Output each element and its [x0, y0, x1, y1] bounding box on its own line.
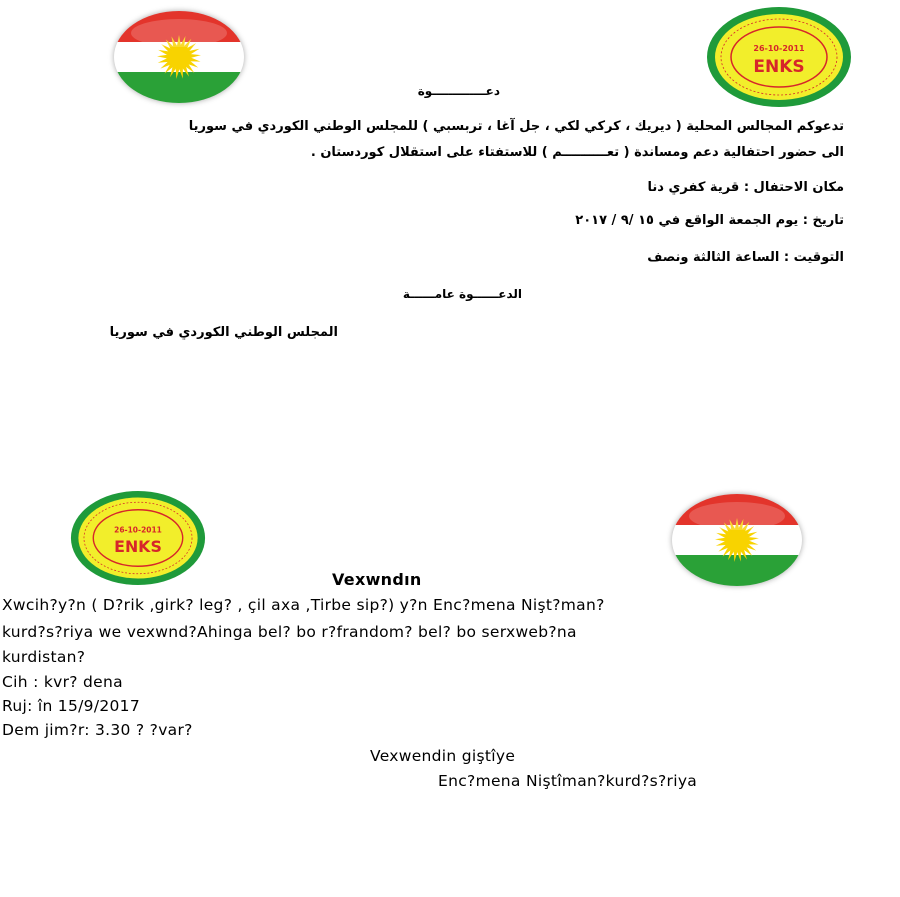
kurdish-place: Cih : kvr? dena	[2, 673, 123, 691]
kurdistan-flag-graphic	[672, 494, 802, 586]
kurdish-title: Vexwndın	[332, 570, 422, 589]
kurdistan-flag-icon-bottom	[672, 494, 802, 586]
arabic-signature: المجلس الوطني الكوردي في سوريا	[109, 325, 338, 340]
seal-date: 26-10-2011	[753, 44, 805, 53]
enks-seal-logo-top	[706, 6, 852, 108]
arabic-place: مكان الاحتفال : قرية كفري دنا	[647, 180, 844, 195]
arabic-body-line-2: الى حضور احتفالية دعم ومساندة ( تعــــــــــم ) للاستفتاء على استقلال كوردستان .	[310, 145, 844, 160]
kurdish-signature: Enc?mena Niştîman?kurd?s?riya	[438, 772, 698, 790]
kurdish-general-invitation: Vexwendin giştîye	[370, 747, 516, 765]
kurdish-body-line-3: kurdistan?	[2, 648, 86, 666]
arabic-time: التوقيت : الساعة الثالثة ونصف	[647, 250, 844, 265]
arabic-date: تاريخ : يوم الجمعة الواقع في ١٥ /٩ / ٢٠١٧	[575, 213, 844, 228]
kurdish-body-line-1: Xwcih?y?n ( D?rik ,girk? leg? , çil axa ,Tirbe sip?) y?n Enc?mena Nişt?man?	[2, 596, 605, 614]
kurdistan-flag-graphic	[114, 11, 244, 103]
enks-seal-logo-bottom	[70, 490, 206, 586]
kurdistan-flag-icon-top	[114, 11, 244, 103]
seal-abbrev: ENKS	[114, 537, 162, 557]
enks-seal-graphic	[706, 6, 852, 108]
seal-date: 26-10-2011	[114, 525, 162, 535]
kurdish-time: Dem jim?r: 3.30 ? ?var?	[2, 721, 193, 739]
arabic-general-invitation: الدعــــــوة عامــــــة	[402, 287, 522, 301]
enks-seal-graphic	[70, 490, 206, 586]
seal-abbrev: ENKS	[753, 57, 805, 77]
arabic-title: دعـــــــــــــوة	[417, 84, 500, 98]
kurdish-body-line-2: kurd?s?riya we vexwnd?Ahinga bel? bo r?frandom? bel? bo serxweb?na	[2, 623, 577, 641]
kurdish-date: Ruj: în 15/9/2017	[2, 697, 140, 715]
arabic-body-line-1: تدعوكم المجالس المحلية ( ديريك ، كركي لكي ، جل آغا ، تربسبي ) للمجلس الوطني الكوردي في سوريا	[188, 119, 844, 134]
